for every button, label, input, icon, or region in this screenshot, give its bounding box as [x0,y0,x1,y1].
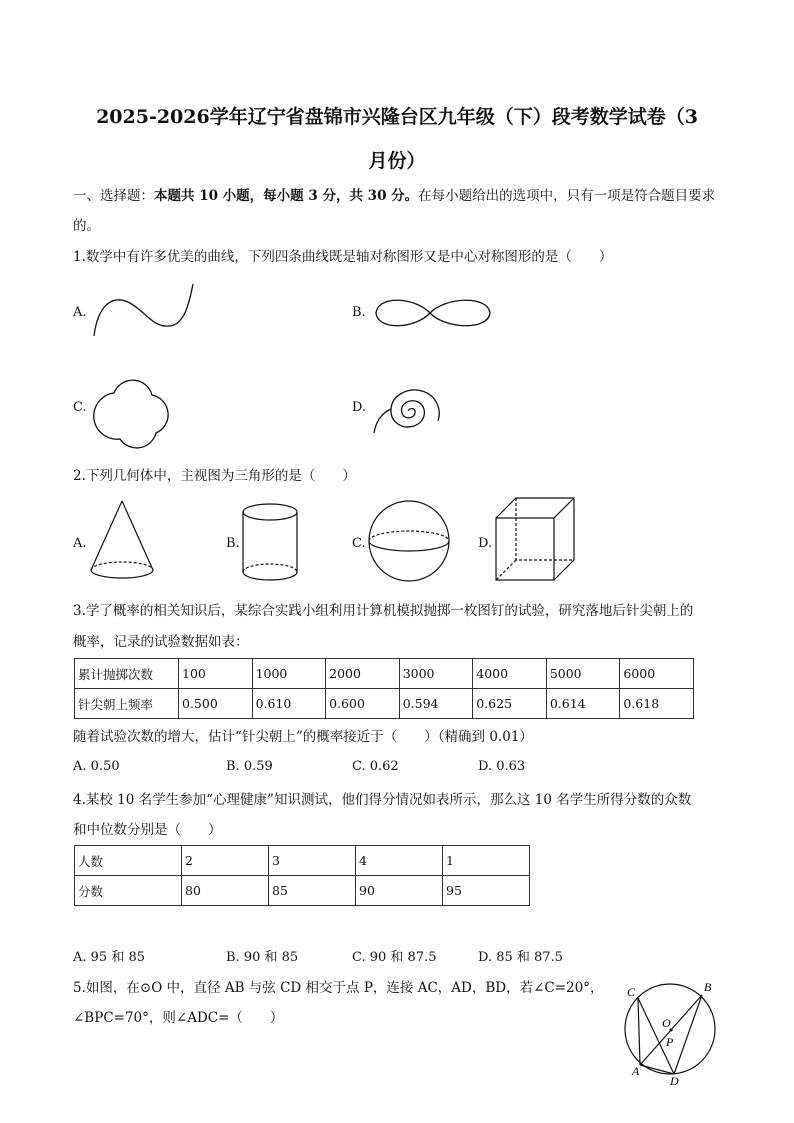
table-cell: 累计抛掷次数 [75,659,179,689]
q5-stem-line1: 5.如图，在⊙O 中，直径 AB 与弦 CD 相交于点 P，连接 AC，AD，BD，若∠C=20°， [73,980,604,996]
exam-title-line1: 2025-2026学年辽宁省盘锦市兴隆台区九年级（下）段考数学试卷（3 [96,106,698,128]
table-cell: 80 [182,876,269,906]
label-a: A [632,1064,640,1078]
table-cell: 0.614 [546,689,620,719]
label-d: D [670,1074,679,1088]
q2-stem: 2.下列几何体中，主视图为三角形的是（ ） [73,468,356,484]
table-cell: 0.594 [399,689,473,719]
q4-data-table [74,845,530,906]
q1-option-d-label: D. [352,400,367,415]
section-bold-text: 本题共 10 小题，每小题 3 分，共 30 分。 [154,188,419,204]
q3-stem-line1: 3.学了概率的相关知识后，某综合实践小组利用计算机模拟抛掷一枚图钉的试验，研究落地后针尖朝上的 [73,603,694,619]
q3-data-table [74,658,694,719]
table-cell: 分数 [75,876,182,906]
table-cell: 4 [356,846,443,876]
q4-stem-line1: 4.某校 10 名学生参加“心理健康”知识测试，他们得分情况如表所示，那么这 10 名学生所得分数的众数 [73,792,692,808]
q4-option-c: C. 90 和 87.5 [352,950,437,965]
q2-option-c-label: C. [352,536,366,551]
table-row [75,876,530,906]
q4-stem-line2: 和中位数分别是（ ） [73,822,222,838]
q2-option-b-label: B. [226,536,240,551]
q3-after-text: 随着试验次数的增大，估计“针尖朝上”的概率接近于（ ）（精确到 0.01） [73,729,533,745]
label-p: P [666,1035,674,1049]
q4-option-b: B. 90 和 85 [226,950,299,965]
table-cell: 4000 [473,659,547,689]
q2-cube-icon [494,496,576,584]
section-heading-line2: 的。 [73,218,100,234]
q4-option-a: A. 95 和 85 [73,950,146,965]
table-cell: 2000 [326,659,400,689]
table-cell: 3 [269,846,356,876]
table-cell: 0.600 [326,689,400,719]
q4-option-d: D. 85 和 87.5 [478,950,563,965]
table-row [75,659,694,689]
q1-option-b-curve [370,295,495,335]
q1-option-a-curve [90,280,200,340]
q2-option-d-label: D. [478,536,493,551]
q1-option-c-curve [90,373,175,453]
table-row [75,689,694,719]
table-cell: 0.500 [179,689,253,719]
table-cell: 0.625 [473,689,547,719]
q1-option-c-label: C. [73,400,87,415]
q1-option-a-label: A. [73,305,87,320]
table-cell: 人数 [75,846,182,876]
q1-option-b-label: B. [352,305,366,320]
table-cell: 3000 [399,659,473,689]
section-prefix: 一、选择题： [73,188,154,204]
label-c: C [627,985,636,999]
table-cell: 100 [179,659,253,689]
table-cell: 0.610 [252,689,326,719]
table-cell: 85 [269,876,356,906]
label-o: O [662,1016,671,1030]
q3-option-c: C. 0.62 [352,759,399,774]
table-cell: 1000 [252,659,326,689]
table-row [75,846,530,876]
section-heading [73,186,715,206]
table-cell: 5000 [546,659,620,689]
q2-cylinder-icon [242,502,302,587]
table-cell: 1 [443,846,530,876]
table-cell: 2 [182,846,269,876]
q2-cone-icon [88,498,158,583]
exam-title-line2: 月份） [368,150,426,172]
q5-stem-line2: ∠BPC=70°，则∠ADC=（ ） [73,1010,284,1026]
q3-option-a: A. 0.50 [73,759,120,774]
q5-circle-diagram [618,978,728,1088]
q1-stem: 1.数学中有许多优美的曲线，下列四条曲线既是轴对称图形又是中心对称图形的是（ ） [73,249,613,265]
q3-stem-line2: 概率，记录的试验数据如表： [73,634,249,650]
q1-option-d-spiral [368,375,453,445]
table-cell: 95 [443,876,530,906]
table-cell: 6000 [620,659,694,689]
table-cell: 针尖朝上频率 [75,689,179,719]
q2-sphere-icon [368,500,452,584]
label-b: B [704,980,712,994]
q2-option-a-label: A. [73,536,87,551]
table-cell: 90 [356,876,443,906]
q3-option-b: B. 0.59 [226,759,273,774]
table-cell: 0.618 [620,689,694,719]
q3-option-d: D. 0.63 [478,759,526,774]
section-rest-text: 在每小题给出的选项中，只有一项是符合题目要求 [418,188,716,204]
